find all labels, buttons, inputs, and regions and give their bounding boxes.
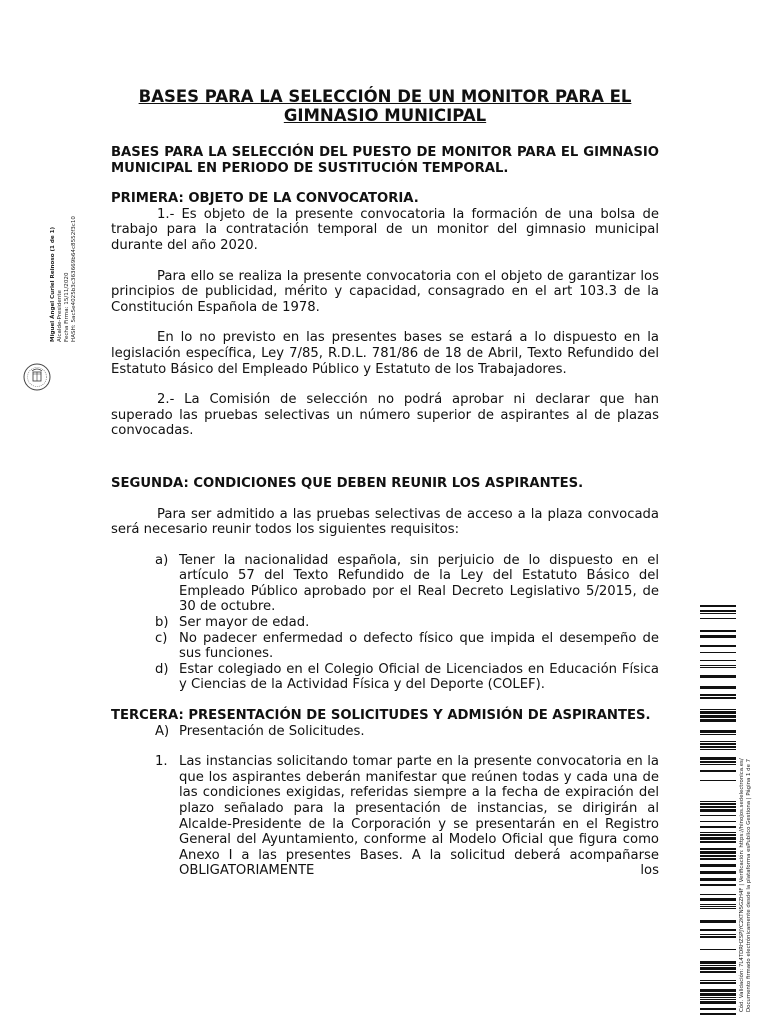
section-heading-tercera: TERCERA: PRESENTACIÓN DE SOLICITUDES Y ADMISIÓN DE ASPIRANTES. xyxy=(111,708,651,724)
barcode-bar xyxy=(700,980,736,981)
list-marker: A) xyxy=(155,723,170,739)
barcode-bar xyxy=(700,610,736,612)
municipal-seal-icon xyxy=(22,362,52,392)
barcode-bar xyxy=(700,855,736,857)
verification-text xyxy=(739,632,753,1012)
signature-block xyxy=(22,190,77,390)
barcode-bar xyxy=(700,821,736,822)
list-marker: d) xyxy=(155,661,169,677)
signer-role: Alcalde-Presidente xyxy=(57,290,63,342)
list-marker: 1. xyxy=(155,754,168,770)
barcode-bar xyxy=(700,801,736,802)
barcode-bar xyxy=(700,967,736,970)
barcode-bar xyxy=(700,741,736,742)
barcode-bar xyxy=(700,667,736,668)
barcode-bar xyxy=(700,848,736,850)
barcode-bar xyxy=(700,743,736,745)
list-marker: b) xyxy=(155,615,169,631)
signature-hash: HASH: 5ac5e4025b3c363669b64c8552f3c10 xyxy=(71,216,77,342)
barcode-bar xyxy=(700,746,736,748)
barcode-bar xyxy=(700,686,736,689)
barcode-bar xyxy=(700,730,736,733)
verification-platform: Documento firmado electrónicamente desde la plataforma esPublico Gestiona | Página 1 de 7 xyxy=(746,758,752,1012)
barcode-bar xyxy=(700,898,736,901)
barcode-bar xyxy=(700,770,736,772)
barcode-bar xyxy=(700,908,736,909)
list-item-text: Presentación de Solicitudes. xyxy=(179,723,365,739)
barcode-bar xyxy=(700,665,736,666)
barcode-bar xyxy=(700,961,736,964)
list-marker: a) xyxy=(155,552,169,568)
barcode-bar xyxy=(700,965,736,966)
requirements-list xyxy=(111,553,659,693)
barcode-bar xyxy=(700,871,736,874)
list-item xyxy=(155,553,659,615)
barcode-bar xyxy=(700,832,736,833)
barcode-bar xyxy=(700,864,736,867)
barcode-bar xyxy=(700,645,736,647)
barcode-bar xyxy=(700,858,736,860)
barcode-bar xyxy=(700,734,736,735)
list-item-text: Las instancias solicitando tomar parte en la presente convocatoria en la que los aspirantes deberán manifestar que reúnen todas y cada una de las condiciones exigidas, referidas siempre a la fecha de expiración del plazo señalado para la presentación de instancias, se dirigirán al Alcalde-Presidente de la Corporación y se presentarán en el Registro General del Ayuntamiento, conforme al Modelo Oficial que figura como Anexo I a las presentes Bases. A la solicitud deberá acompañarse OBLIGATORIAMENTE los xyxy=(179,754,659,879)
list-item xyxy=(155,662,659,693)
barcode-bar xyxy=(700,920,736,923)
barcode-bar xyxy=(700,697,736,699)
paragraph: 1.- Es objeto de la presente convocatoria la formación de una bolsa de trabajo para la contratación temporal de un monitor del gimnasio municipal durante del año 2020. xyxy=(111,206,659,253)
list-item-text: Tener la nacionalidad española, sin perjuicio de lo dispuesto en el artículo 57 del Texto Refundido de la Ley del Estatuto Básico del Empleado Público aprobado por el Real Decreto Legislativo 5/2015, de 30 de octubre. xyxy=(179,552,659,615)
barcode-bar xyxy=(700,780,736,781)
barcode-icon xyxy=(700,605,736,1015)
list-item xyxy=(155,724,659,740)
list-item xyxy=(155,631,659,662)
barcode-bar xyxy=(700,660,736,661)
barcode-bar xyxy=(700,1008,736,1010)
barcode-bar xyxy=(700,993,736,996)
barcode-bar xyxy=(700,715,736,718)
barcode-bar xyxy=(700,711,736,714)
barcode-bar xyxy=(700,904,736,905)
document-subtitle: BASES PARA LA SELECCIÓN DEL PUESTO DE MONITOR PARA EL GIMNASIO MUNICIPAL EN PERIODO DE SUSTITUCIÓN TEMPORAL. xyxy=(111,145,659,176)
barcode-bar xyxy=(700,999,736,1000)
list-item-text: Ser mayor de edad. xyxy=(179,615,310,631)
barcode-bar xyxy=(700,894,736,895)
signature-date: Fecha Firma: 15/11/2020 xyxy=(64,272,70,342)
list-item-text: No padecer enfermedad o defecto físico que impida el desempeño de sus funciones. xyxy=(179,630,659,662)
section-heading-primera: PRIMERA: OBJETO DE LA CONVOCATORIA. xyxy=(111,191,419,207)
barcode-bar xyxy=(700,815,736,816)
subsection-a xyxy=(111,724,659,879)
list-item xyxy=(155,754,659,879)
barcode-bar xyxy=(700,997,736,998)
barcode-bar xyxy=(700,878,736,881)
barcode-bar xyxy=(700,630,736,632)
barcode-bar xyxy=(700,1013,736,1015)
document-title: BASES PARA LA SELECCIÓN DE UN MONITOR PARA EL GIMNASIO MUNICIPAL xyxy=(138,87,632,125)
barcode-bar xyxy=(700,1001,736,1004)
barcode-bar xyxy=(700,851,736,854)
barcode-bar xyxy=(700,906,736,907)
list-marker: c) xyxy=(155,630,168,646)
barcode-bar xyxy=(700,675,736,678)
barcode-bar xyxy=(700,719,736,722)
signer-name: Miguel Ángel Curiel Reinoso (1 de 1) xyxy=(50,226,56,342)
verification-code: Cód. Validación: 7L4TDRHZSPJYC2KTN5GZH4F | Verificación: https://hinojos.sedelectronica.es/ xyxy=(739,758,745,1012)
barcode-bar xyxy=(700,635,736,638)
barcode-bar xyxy=(700,809,736,812)
barcode-bar xyxy=(700,605,736,607)
barcode-bar xyxy=(700,806,736,808)
paragraph: Para ser admitido a las pruebas selectivas de acceso a la plaza convocada será necesario reunir todos los siguientes requisitos: xyxy=(111,506,659,538)
paragraph: Para ello se realiza la presente convocatoria con el objeto de garantizar los principios de publicidad, mérito y capacidad, consagrado en el art 103.3 de la Constitución Española de 1978. xyxy=(111,268,659,315)
signature-text xyxy=(50,182,90,342)
document-body xyxy=(111,87,659,879)
barcode-bar xyxy=(700,761,736,763)
paragraph: En lo no previsto en las presentes bases se estará a lo dispuesto en la legislación específica, Ley 7/85, R.D.L. 781/86 de 18 de Abril, Texto Refundido del Estatuto Básico del Empleado Público y Estatuto de los Trabajadores. xyxy=(111,330,659,377)
barcode-bar xyxy=(700,841,736,843)
barcode-bar xyxy=(700,934,736,935)
barcode-bar xyxy=(700,837,736,840)
barcode-bar xyxy=(700,613,736,614)
section-heading-segunda: SEGUNDA: CONDICIONES QUE DEBEN REUNIR LOS ASPIRANTES. xyxy=(111,475,584,491)
barcode-bar xyxy=(700,826,736,828)
barcode-bar xyxy=(700,709,736,710)
barcode-bar xyxy=(700,936,736,938)
barcode-bar xyxy=(700,652,736,653)
barcode-bar xyxy=(700,989,736,992)
barcode-bar xyxy=(700,803,736,805)
list-item-text: Estar colegiado en el Colegio Oficial de Licenciados en Educación Física y Ciencias de la Actividad Física y del Deporte (COLEF). xyxy=(179,661,659,693)
barcode-bar xyxy=(700,884,736,886)
paragraph: 2.- La Comisión de selección no podrá aprobar ni declarar que han superado las pruebas selectivas un número superior de aspirantes al de plazas convocadas. xyxy=(111,392,659,439)
barcode-bar xyxy=(700,749,736,750)
barcode-bar xyxy=(700,834,736,836)
barcode-bar xyxy=(700,764,736,765)
barcode-bar xyxy=(700,694,736,696)
list-item xyxy=(155,615,659,631)
barcode-bar xyxy=(700,618,736,619)
barcode-bar xyxy=(700,949,736,950)
barcode-bar xyxy=(700,971,736,973)
barcode-bar xyxy=(700,929,736,931)
barcode-bar xyxy=(700,757,736,760)
barcode-bar xyxy=(700,982,736,984)
